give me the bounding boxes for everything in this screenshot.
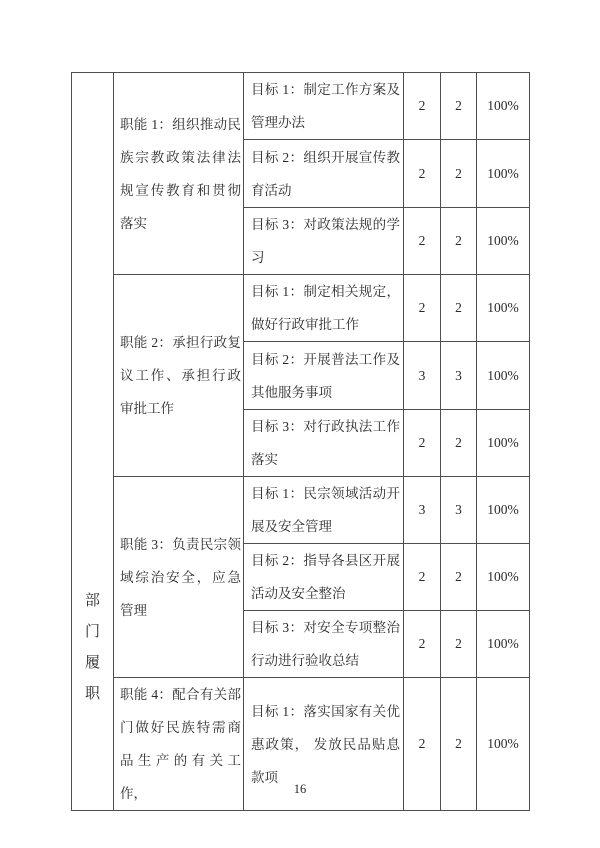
- completed-count-cell: 2: [441, 611, 477, 678]
- planned-count-cell: 2: [404, 73, 441, 140]
- goal-cell: 目标 1：制定相关规定，做好行政审批工作: [244, 275, 404, 342]
- planned-count-cell: 2: [404, 275, 441, 342]
- goal-cell: 目标 2：开展普法工作及其他服务事项: [244, 342, 404, 410]
- row-header-cell: [72, 73, 114, 811]
- goal-cell: 目标 1：民宗领域活动开展及安全管理: [244, 477, 404, 544]
- completion-rate-cell: 100%: [477, 678, 530, 811]
- performance-table: [71, 72, 530, 811]
- table-row: [72, 275, 530, 342]
- row-header-char: 履: [84, 654, 100, 671]
- completed-count-cell: 2: [441, 140, 477, 208]
- function-cell: 职能 4：配合有关部门做好民族特需商品生产的有关工作，: [114, 678, 244, 811]
- goal-cell: 目标 1：制定工作方案及管理办法: [244, 73, 404, 140]
- table-row: [72, 73, 530, 140]
- completion-rate-cell: 100%: [477, 73, 530, 140]
- completed-count-cell: 3: [441, 342, 477, 410]
- planned-count-cell: 2: [404, 140, 441, 208]
- completion-rate-cell: 100%: [477, 342, 530, 410]
- function-cell: 职能 1：组织推动民族宗教政策法律法规宣传教育和贯彻落实: [114, 73, 244, 275]
- table-row: [72, 477, 530, 544]
- completed-count-cell: 2: [441, 73, 477, 140]
- planned-count-cell: 2: [404, 208, 441, 275]
- goal-cell: 目标 1：落实国家有关优惠政策， 发放民品贴息款项: [244, 678, 404, 811]
- completed-count-cell: 3: [441, 477, 477, 544]
- completed-count-cell: 2: [441, 208, 477, 275]
- goal-cell: 目标 2：组织开展宣传教育活动: [244, 140, 404, 208]
- completion-rate-cell: 100%: [477, 544, 530, 611]
- completed-count-cell: 2: [441, 410, 477, 477]
- goal-cell: 目标 3：对政策法规的学习: [244, 208, 404, 275]
- planned-count-cell: 2: [404, 544, 441, 611]
- completion-rate-cell: 100%: [477, 140, 530, 208]
- completion-rate-cell: 100%: [477, 611, 530, 678]
- completed-count-cell: 2: [441, 678, 477, 811]
- completion-rate-cell: 100%: [477, 275, 530, 342]
- completion-rate-cell: 100%: [477, 208, 530, 275]
- completion-rate-cell: 100%: [477, 410, 530, 477]
- goal-cell: 目标 3：对安全专项整治行动进行验收总结: [244, 611, 404, 678]
- goal-cell: 目标 3：对行政执法工作落实: [244, 410, 404, 477]
- row-header-char: 职: [84, 685, 100, 702]
- row-header-vertical-text: [72, 586, 113, 710]
- completed-count-cell: 2: [441, 544, 477, 611]
- completed-count-cell: 2: [441, 275, 477, 342]
- function-cell: 职能 2：承担行政复议工作、承担行政审批工作: [114, 275, 244, 477]
- goal-cell: 目标 2：指导各县区开展活动及安全整治: [244, 544, 404, 611]
- row-header-char: 门: [84, 623, 100, 640]
- completion-rate-cell: 100%: [477, 477, 530, 544]
- function-cell: 职能 3：负责民宗领域综治安全，应急管理: [114, 477, 244, 678]
- planned-count-cell: 2: [404, 678, 441, 811]
- planned-count-cell: 3: [404, 342, 441, 410]
- row-header-char: 部: [84, 592, 100, 609]
- planned-count-cell: 2: [404, 611, 441, 678]
- page-number: 16: [293, 782, 307, 796]
- planned-count-cell: 3: [404, 477, 441, 544]
- planned-count-cell: 2: [404, 410, 441, 477]
